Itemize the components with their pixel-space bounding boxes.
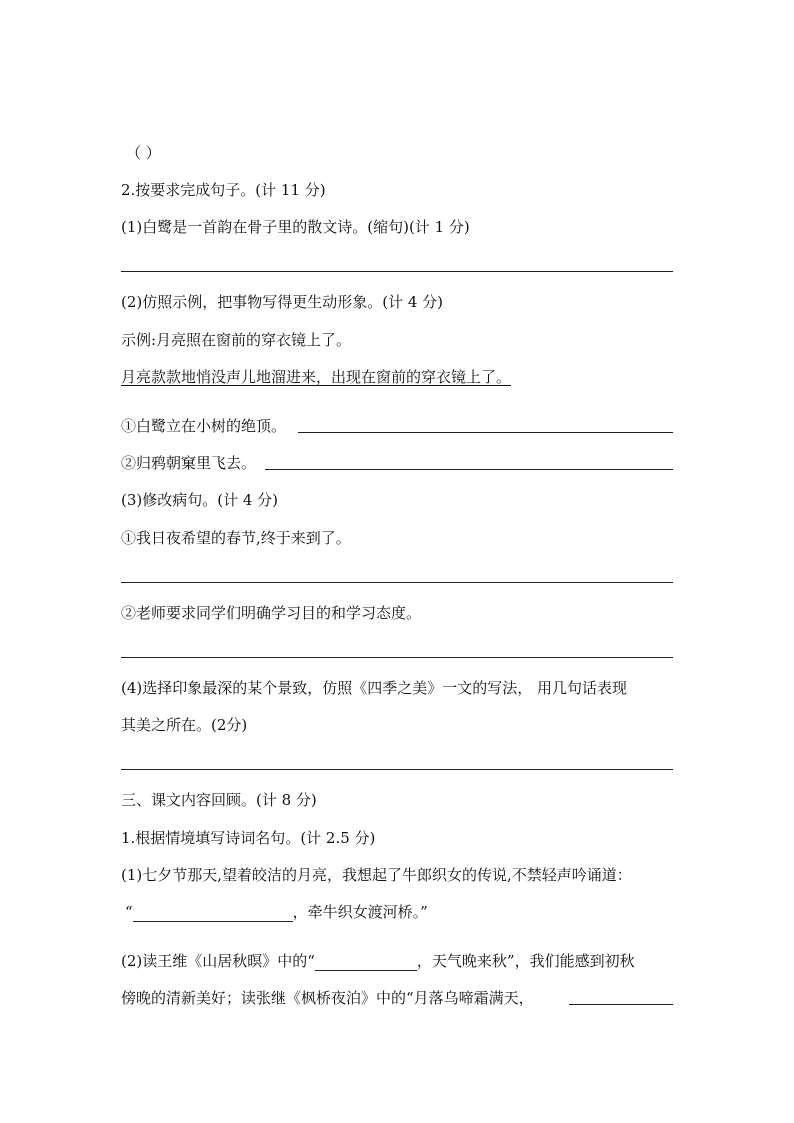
sick-sentence-2: ②老师要求同学们明确学习目的和学习态度。 xyxy=(121,604,422,622)
item-b-answer-line[interactable] xyxy=(265,469,673,470)
answer-line-sick-1[interactable] xyxy=(121,582,673,583)
question-2-title: 2.按要求完成句子。(计 11 分) xyxy=(121,181,326,199)
item-a-row xyxy=(121,416,286,436)
answer-parentheses: （ ） xyxy=(126,144,161,162)
question-1-1-line1: (1)七夕节那天,望着皎洁的月亮，我想起了牛郎织女的传说,不禁轻声吟诵道： xyxy=(121,866,632,884)
poem-line-text: ，牵牛织女渡河桥。” xyxy=(292,903,428,921)
question-2-2-prompt: (2)仿照示例，把事物写得更生动形象。(计 4 分) xyxy=(121,293,444,311)
section-3-title: 三、课文内容回顾。(计 8 分) xyxy=(121,791,317,809)
answer-line-sick-2[interactable] xyxy=(121,657,673,658)
question-1-2-part1: (2)读王维《山居秋暝》中的“ xyxy=(121,952,315,970)
question-2-4-line1: (4)选择印象最深的某个景致，仿照《四季之美》一文的写法， 用几句话表现 xyxy=(121,679,628,697)
item-a-answer-line[interactable] xyxy=(298,432,673,433)
item-b-text: ②归鸦朝窠里飞去。 xyxy=(121,454,257,472)
question-1-2-line1 xyxy=(121,951,635,971)
example-sentence: 示例:月亮照在窗前的穿衣镜上了。 xyxy=(121,331,352,349)
question-1-2-line2-text: 傍晚的清新美好；读张继《枫桥夜泊》中的“月落乌啼霜满天， xyxy=(121,989,534,1007)
sick-sentence-1: ①我日夜希望的春节,终于来到了。 xyxy=(121,529,351,547)
question-1-2-part2: ，天气晚来秋”，我们能感到初秋 xyxy=(416,952,635,970)
question-1-1-line2 xyxy=(125,902,428,922)
example-answer: 月亮款款地悄没声儿地溜进来，出现在窗前的穿衣镜上了。 xyxy=(121,368,512,386)
question-2-3-prompt: (3)修改病句。(计 4 分) xyxy=(121,491,279,509)
question-1-2-line2 xyxy=(121,988,534,1008)
poem-blank-3[interactable] xyxy=(569,1004,673,1005)
item-a-text: ①白鹭立在小树的绝顶。 xyxy=(121,417,287,435)
item-b-row xyxy=(121,453,256,473)
question-2-1-prompt: (1)白鹭是一首韵在骨子里的散文诗。(缩句)(计 1 分) xyxy=(121,218,470,236)
poem-blank-2[interactable] xyxy=(315,952,417,971)
question-2-4-line2: 其美之所在。(2分) xyxy=(121,716,248,734)
question-1-title: 1.根据情境填写诗词名句。(计 2.5 分) xyxy=(121,829,376,847)
poem-blank-1[interactable] xyxy=(133,903,293,922)
answer-line-2-1[interactable] xyxy=(121,271,673,272)
answer-line-2-4[interactable] xyxy=(121,769,673,770)
open-quote: “ xyxy=(125,903,133,921)
